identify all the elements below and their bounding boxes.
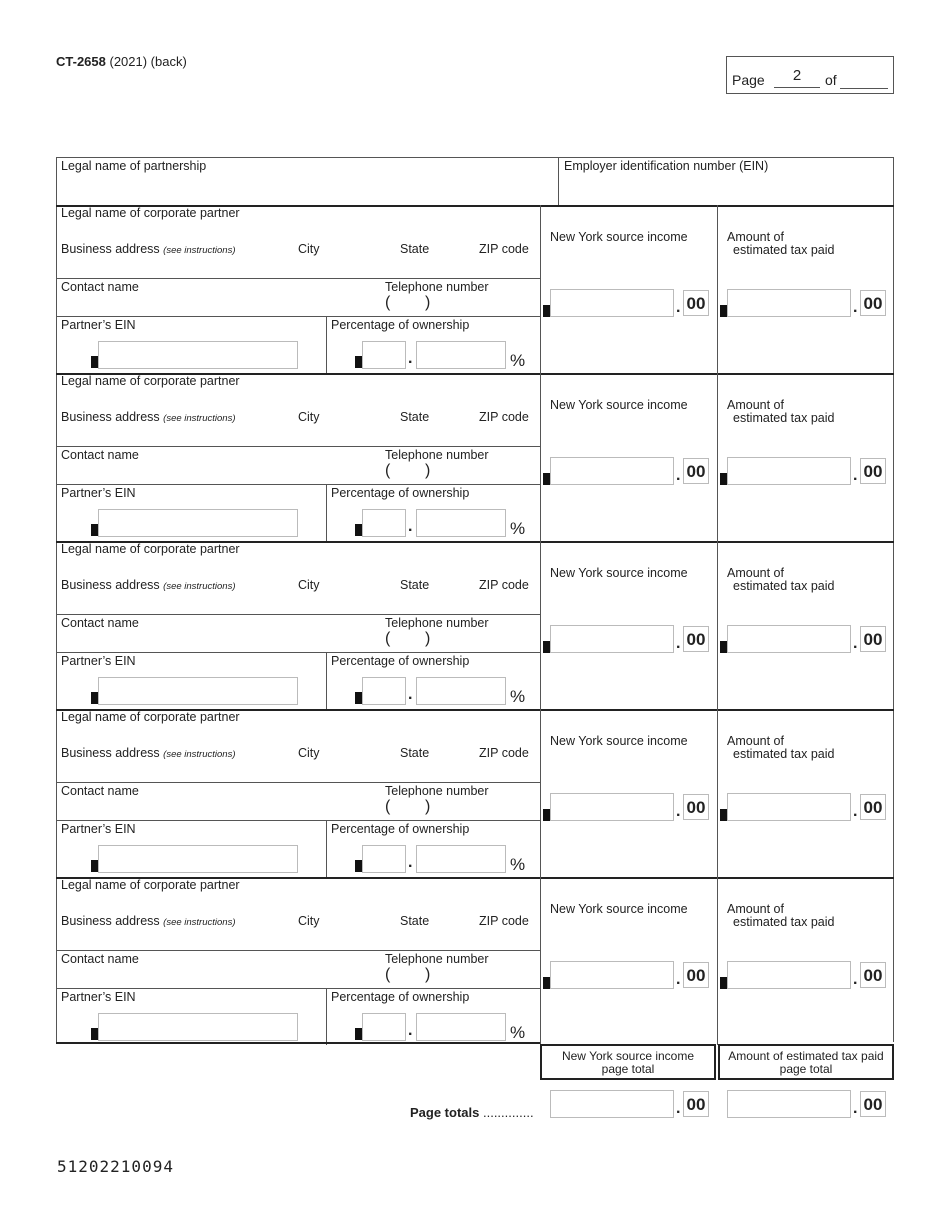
phone-paren-close: ) [425, 294, 431, 311]
percent-sign: % [510, 687, 526, 706]
total-pages-field[interactable] [840, 88, 888, 89]
corporate-partner-name-field[interactable] [58, 556, 538, 576]
business-address-field[interactable] [58, 761, 538, 781]
rule [56, 316, 540, 317]
decimal-point: . [676, 803, 681, 820]
partner-section [0, 205, 950, 373]
page-totals-leader: .............. [482, 1105, 534, 1120]
decimal-point: . [676, 635, 681, 652]
amount-of-label: Amount of [727, 398, 784, 412]
ownership-decimal-input[interactable] [416, 509, 506, 537]
business-address-label [61, 242, 236, 256]
phone-paren-close: ) [425, 966, 431, 983]
telephone-label: Telephone number [385, 448, 489, 462]
field-marker [91, 692, 98, 704]
ny-total-header [540, 1044, 716, 1080]
business-address-label [61, 578, 236, 592]
field-marker [720, 305, 727, 317]
see-instructions-note: (see instructions) [163, 245, 236, 256]
page-totals-label: Page totals [410, 1105, 480, 1120]
contact-name-field[interactable] [58, 799, 378, 819]
estimated-tax-label: estimated tax paid [733, 915, 835, 929]
percent-sign: % [510, 855, 526, 874]
telephone-field[interactable] [440, 799, 535, 819]
field-marker [355, 692, 362, 704]
rule [56, 1042, 540, 1044]
tax-paid-total-input[interactable] [727, 1090, 851, 1118]
percent-sign: % [510, 519, 526, 538]
business-address-field[interactable] [58, 593, 538, 613]
state-label: State [400, 914, 430, 928]
partner-ein-input[interactable] [98, 845, 298, 873]
tax-paid-input[interactable] [727, 793, 851, 821]
decimal-point: . [408, 350, 413, 367]
rule [540, 709, 541, 877]
rule [56, 614, 540, 615]
form-id: CT-2658 [56, 54, 106, 69]
decimal-point: . [853, 1100, 858, 1117]
corporate-partner-name-field[interactable] [58, 724, 538, 744]
ny-income-label: New York source income [550, 734, 688, 748]
rule [540, 205, 541, 373]
zip-label: ZIP code [479, 410, 529, 424]
estimated-tax-label: estimated tax paid [733, 243, 835, 257]
rule [56, 820, 540, 821]
field-marker [720, 809, 727, 821]
ny-income-total-cents: 00 [683, 1091, 709, 1117]
corporate-partner-name-field[interactable] [58, 388, 538, 408]
rule [326, 316, 327, 373]
ny-income-cents: 00 [683, 458, 709, 484]
telephone-field[interactable] [440, 295, 535, 315]
contact-name-field[interactable] [58, 967, 378, 987]
see-instructions-note: (see instructions) [163, 413, 236, 424]
rule [540, 373, 541, 541]
decimal-point: . [408, 854, 413, 871]
ny-income-label: New York source income [550, 230, 688, 244]
decimal-point: . [676, 467, 681, 484]
partner-section [0, 709, 950, 877]
field-marker [355, 1028, 362, 1040]
decimal-point: . [676, 299, 681, 316]
state-label: State [400, 410, 430, 424]
partner-ein-input[interactable] [98, 341, 298, 369]
city-label: City [298, 746, 320, 760]
rule [717, 709, 718, 877]
ny-income-cents: 00 [683, 962, 709, 988]
rule [717, 205, 718, 373]
business-address-field[interactable] [58, 257, 538, 277]
ny-income-label: New York source income [550, 398, 688, 412]
field-marker [91, 860, 98, 872]
field-marker [355, 524, 362, 536]
partner-ein-input[interactable] [98, 1013, 298, 1041]
amount-of-label: Amount of [727, 902, 784, 916]
field-marker [543, 641, 550, 653]
see-instructions-note: (see instructions) [163, 749, 236, 760]
business-address-text: Business address [61, 410, 160, 424]
contact-name-label: Contact name [61, 952, 139, 966]
ny-income-label: New York source income [550, 566, 688, 580]
city-label: City [298, 914, 320, 928]
field-marker [543, 305, 550, 317]
phone-paren-open: ( [385, 294, 391, 311]
decimal-point: . [408, 518, 413, 535]
ownership-decimal-input[interactable] [416, 677, 506, 705]
business-address-label [61, 410, 236, 424]
ny-income-input[interactable] [550, 793, 674, 821]
ownership-decimal-input[interactable] [416, 1013, 506, 1041]
tax-total-header [718, 1044, 894, 1080]
rule [540, 877, 541, 1045]
ownership-label: Percentage of ownership [331, 654, 470, 668]
decimal-point: . [853, 635, 858, 652]
page-number-box [726, 56, 894, 94]
estimated-tax-label: estimated tax paid [733, 411, 835, 425]
tax-paid-total-cents: 00 [860, 1091, 886, 1117]
telephone-label: Telephone number [385, 784, 489, 798]
phone-paren-open: ( [385, 966, 391, 983]
estimated-tax-label: estimated tax paid [733, 579, 835, 593]
business-address-field[interactable] [58, 929, 538, 949]
rule [56, 157, 894, 158]
partner-ein-label: Partner’s EIN [61, 822, 136, 836]
rule [326, 988, 327, 1045]
city-label: City [298, 242, 320, 256]
contact-name-label: Contact name [61, 784, 139, 798]
partner-section [0, 877, 950, 1045]
decimal-point: . [853, 467, 858, 484]
see-instructions-note: (see instructions) [163, 917, 236, 928]
rule [56, 446, 540, 447]
decimal-point: . [676, 971, 681, 988]
business-address-text: Business address [61, 578, 160, 592]
ownership-whole-input[interactable] [362, 845, 406, 873]
zip-label: ZIP code [479, 746, 529, 760]
telephone-field[interactable] [440, 463, 535, 483]
ownership-label: Percentage of ownership [331, 318, 470, 332]
tax-paid-input[interactable] [727, 625, 851, 653]
field-marker [91, 524, 98, 536]
ny-income-label: New York source income [550, 902, 688, 916]
form-suffix: (2021) (back) [105, 54, 187, 69]
city-label: City [298, 578, 320, 592]
telephone-label: Telephone number [385, 952, 489, 966]
tax-paid-input[interactable] [727, 961, 851, 989]
rule [717, 541, 718, 709]
rule [717, 877, 718, 1045]
state-label: State [400, 578, 430, 592]
ny-income-cents: 00 [683, 290, 709, 316]
phone-paren-open: ( [385, 462, 391, 479]
ny-total-line1: New York source income [561, 1049, 695, 1063]
partnership-name-field[interactable] [58, 175, 556, 203]
rule [558, 157, 559, 205]
tax-paid-cents: 00 [860, 962, 886, 988]
telephone-label: Telephone number [385, 280, 489, 294]
corporate-partner-name-field[interactable] [58, 892, 538, 912]
ownership-label: Percentage of ownership [331, 990, 470, 1004]
telephone-field[interactable] [440, 631, 535, 651]
partnership-ein-label: Employer identification number (EIN) [564, 159, 769, 173]
percent-sign: % [510, 1023, 526, 1042]
field-marker [355, 860, 362, 872]
partnership-name-label: Legal name of partnership [61, 159, 207, 173]
zip-label: ZIP code [479, 578, 529, 592]
tax-paid-cents: 00 [860, 794, 886, 820]
phone-paren-close: ) [425, 630, 431, 647]
corporate-partner-name-label: Legal name of corporate partner [61, 374, 240, 388]
tax-paid-cents: 00 [860, 626, 886, 652]
rule [717, 373, 718, 541]
partner-ein-label: Partner’s EIN [61, 318, 136, 332]
partner-ein-label: Partner’s EIN [61, 654, 136, 668]
business-address-text: Business address [61, 914, 160, 928]
decimal-point: . [676, 1100, 681, 1117]
rule [56, 782, 540, 783]
ny-income-total-input[interactable] [550, 1090, 674, 1118]
partner-ein-input[interactable] [98, 677, 298, 705]
partnership-ein-field[interactable] [562, 175, 890, 203]
rule [326, 484, 327, 541]
ownership-decimal-input[interactable] [416, 845, 506, 873]
tax-total-line1: Amount of estimated tax paid [728, 1049, 884, 1063]
partner-section [0, 541, 950, 709]
field-marker [720, 977, 727, 989]
partner-section [0, 373, 950, 541]
partner-ein-label: Partner’s EIN [61, 486, 136, 500]
ny-income-cents: 00 [683, 626, 709, 652]
decimal-point: . [853, 299, 858, 316]
state-label: State [400, 242, 430, 256]
rule [56, 278, 540, 279]
phone-paren-close: ) [425, 462, 431, 479]
ownership-whole-input[interactable] [362, 509, 406, 537]
decimal-point: . [408, 1022, 413, 1039]
rule [56, 988, 540, 989]
city-label: City [298, 410, 320, 424]
business-address-text: Business address [61, 746, 160, 760]
rule [326, 820, 327, 877]
phone-paren-open: ( [385, 798, 391, 815]
ownership-whole-input[interactable] [362, 341, 406, 369]
tax-total-line2: page total [779, 1062, 833, 1076]
of-label: of [825, 72, 837, 88]
decimal-point: . [853, 803, 858, 820]
ownership-whole-input[interactable] [362, 1013, 406, 1041]
corporate-partner-name-label: Legal name of corporate partner [61, 206, 240, 220]
field-marker [91, 356, 98, 368]
ownership-whole-input[interactable] [362, 677, 406, 705]
tax-paid-input[interactable] [727, 457, 851, 485]
percent-sign: % [510, 351, 526, 370]
ownership-label: Percentage of ownership [331, 822, 470, 836]
business-address-label [61, 746, 236, 760]
ny-income-cents: 00 [683, 794, 709, 820]
ownership-label: Percentage of ownership [331, 486, 470, 500]
barcode-number: 51202210094 [57, 1157, 174, 1176]
ny-income-input[interactable] [550, 289, 674, 317]
phone-paren-open: ( [385, 630, 391, 647]
ny-income-input[interactable] [550, 625, 674, 653]
business-address-text: Business address [61, 242, 160, 256]
phone-paren-close: ) [425, 798, 431, 815]
telephone-label: Telephone number [385, 616, 489, 630]
contact-name-label: Contact name [61, 448, 139, 462]
field-marker [543, 809, 550, 821]
corporate-partner-name-label: Legal name of corporate partner [61, 710, 240, 724]
rule [540, 541, 541, 709]
contact-name-field[interactable] [58, 631, 378, 651]
form-id-line [56, 54, 187, 69]
rule [56, 950, 540, 951]
page-label: Page [732, 72, 765, 88]
rule [56, 484, 540, 485]
ny-total-line2: page total [601, 1062, 655, 1076]
field-marker [91, 1028, 98, 1040]
amount-of-label: Amount of [727, 734, 784, 748]
contact-name-label: Contact name [61, 280, 139, 294]
tax-paid-input[interactable] [727, 289, 851, 317]
see-instructions-note: (see instructions) [163, 581, 236, 592]
field-marker [720, 473, 727, 485]
decimal-point: . [408, 686, 413, 703]
page-totals-line [410, 1105, 534, 1120]
corporate-partner-name-field[interactable] [58, 220, 538, 240]
partner-ein-label: Partner’s EIN [61, 990, 136, 1004]
corporate-partner-name-label: Legal name of corporate partner [61, 878, 240, 892]
contact-name-field[interactable] [58, 463, 378, 483]
field-marker [355, 356, 362, 368]
rule [326, 652, 327, 709]
zip-label: ZIP code [479, 914, 529, 928]
tax-paid-cents: 00 [860, 290, 886, 316]
amount-of-label: Amount of [727, 230, 784, 244]
telephone-field[interactable] [440, 967, 535, 987]
rule [56, 652, 540, 653]
corporate-partner-name-label: Legal name of corporate partner [61, 542, 240, 556]
decimal-point: . [853, 971, 858, 988]
tax-paid-cents: 00 [860, 458, 886, 484]
contact-name-field[interactable] [58, 295, 378, 315]
field-marker [543, 473, 550, 485]
field-marker [720, 641, 727, 653]
partner-ein-input[interactable] [98, 509, 298, 537]
business-address-label [61, 914, 236, 928]
page-number[interactable]: 2 [774, 67, 820, 88]
ny-income-input[interactable] [550, 457, 674, 485]
zip-label: ZIP code [479, 242, 529, 256]
business-address-field[interactable] [58, 425, 538, 445]
ny-income-input[interactable] [550, 961, 674, 989]
estimated-tax-label: estimated tax paid [733, 747, 835, 761]
field-marker [543, 977, 550, 989]
ownership-decimal-input[interactable] [416, 341, 506, 369]
amount-of-label: Amount of [727, 566, 784, 580]
contact-name-label: Contact name [61, 616, 139, 630]
state-label: State [400, 746, 430, 760]
